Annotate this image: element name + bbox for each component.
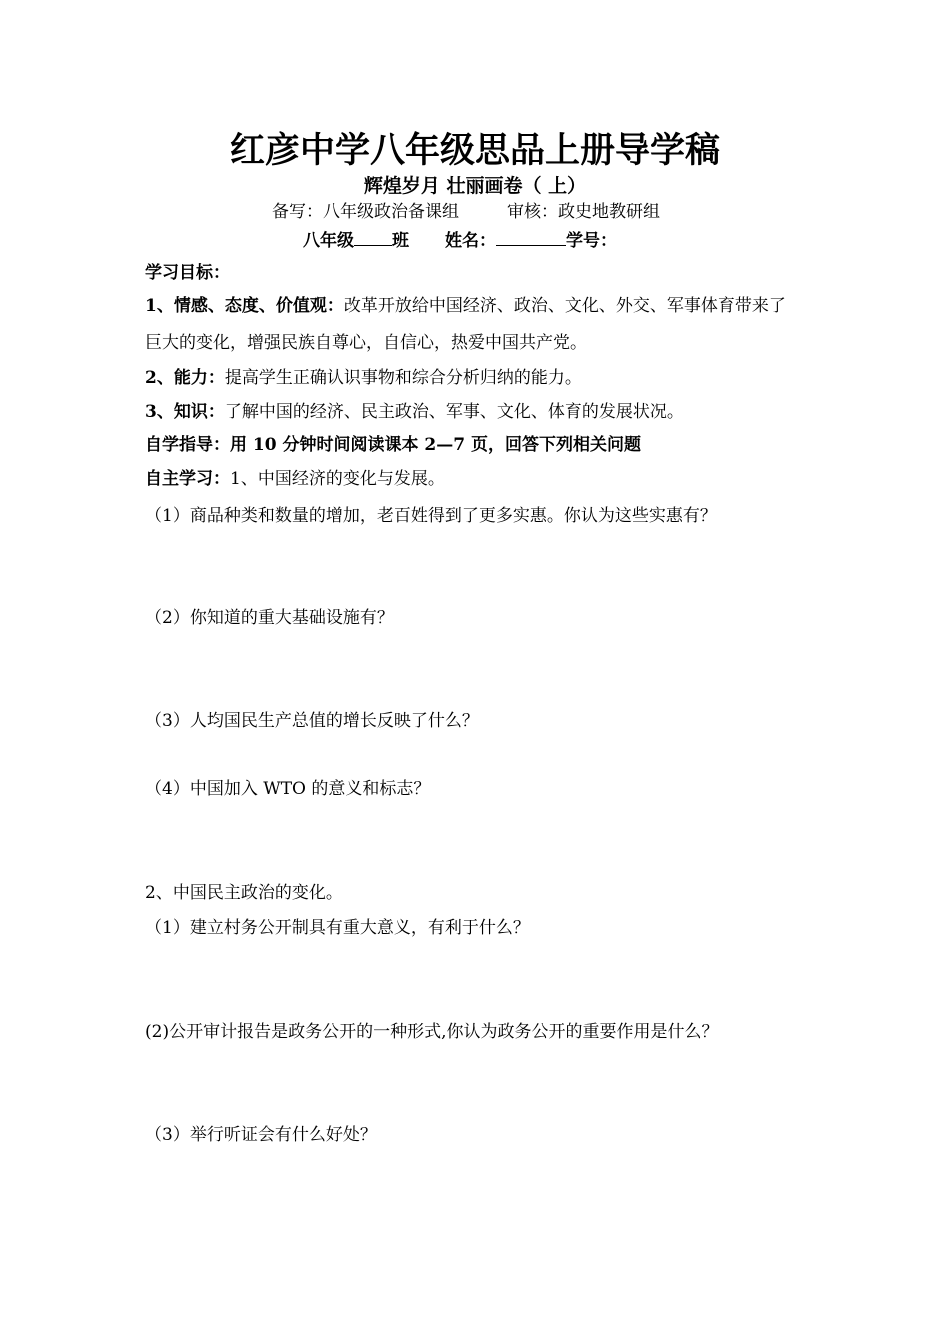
section-1-title: 1、中国经济的变化与发展。: [230, 469, 445, 489]
question-1-2: （2）你知道的重大基础设施有？: [145, 608, 394, 628]
prepared-by: 备写：八年级政治备课组: [272, 202, 459, 222]
question-2-2: (2)公开审计报告是政务公开的一种形式,你认为政务公开的重要作用是什么？: [145, 1022, 719, 1042]
question-1-3: （3）人均国民生产总值的增长反映了什么？: [145, 711, 479, 731]
goals-heading: 学习目标：: [145, 263, 230, 283]
goal-3-label: 3、知识：: [145, 402, 225, 422]
goal-1-label: 1、情感、态度、价值观：: [145, 296, 344, 316]
goal-2-text: 提高学生正确认识事物和综合分析归纳的能力。: [224, 368, 582, 388]
goal-2-label: 2、能力：: [145, 368, 225, 388]
goal-item-3: [145, 404, 684, 421]
study-guide: 自学指导：用 10 分钟时间阅读课本 2—7 页，回答下列相关问题: [145, 435, 641, 455]
grade-label: 八年级: [303, 231, 354, 251]
self-study-line: [145, 471, 445, 488]
question-1-4: （4）中国加入 WTO 的意义和标志？: [145, 779, 431, 799]
section-2-title: 2、中国民主政治的变化。: [145, 883, 343, 903]
name-blank[interactable]: [496, 230, 566, 246]
class-blank[interactable]: [354, 230, 392, 246]
self-study-label: 自主学习：: [145, 469, 230, 489]
question-2-3: （3）举行听证会有什么好处？: [145, 1125, 377, 1145]
goal-1-text-continued: 巨大的变化，增强民族自尊心，自信心，热爱中国共产党。: [145, 333, 587, 353]
question-1-1: （1）商品种类和数量的增加，老百姓得到了更多实惠。你认为这些实惠有？: [145, 506, 717, 526]
class-label: 班: [392, 231, 409, 251]
page-title: 红彦中学八年级思品上册导学稿: [229, 130, 720, 171]
goal-item-2: [145, 370, 582, 387]
name-label: 姓名：: [445, 231, 496, 251]
student-info-line: [303, 230, 617, 250]
question-2-1: （1）建立村务公开制具有重大意义，有利于什么？: [145, 918, 530, 938]
lesson-subtitle: 辉煌岁月 壮丽画卷（ 上）: [363, 175, 587, 197]
number-label: 学号：: [566, 231, 617, 251]
goal-1-text: 改革开放给中国经济、政治、文化、外交、军事体育带来了: [343, 296, 786, 316]
credits-line: [272, 204, 660, 221]
goal-item-1: [145, 298, 786, 315]
reviewed-by: 审核：政史地教研组: [507, 202, 660, 222]
goal-3-text: 了解中国的经济、民主政治、军事、文化、体育的发展状况。: [224, 402, 684, 422]
